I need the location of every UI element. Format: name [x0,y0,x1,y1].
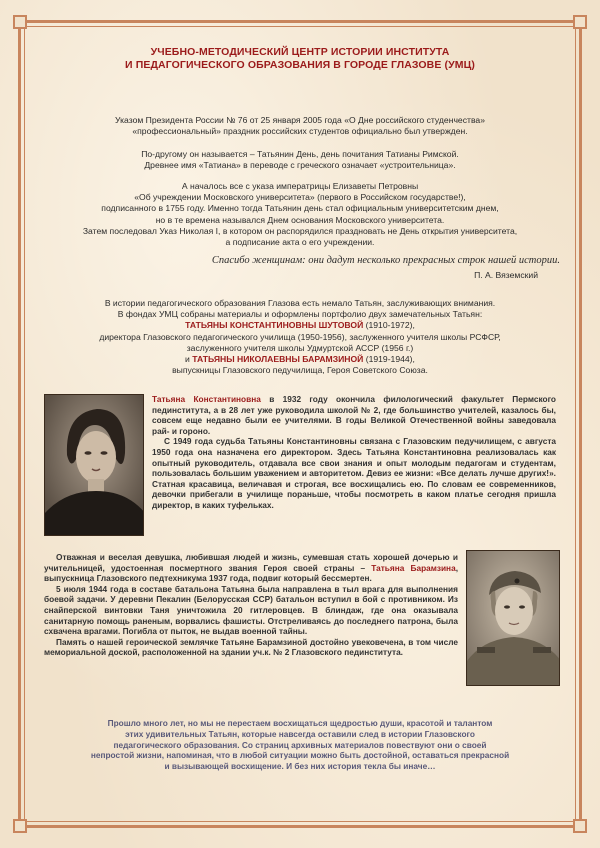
title-line: УЧЕБНО-МЕТОДИЧЕСКИЙ ЦЕНТР ИСТОРИИ ИНСТИТУТА [150,46,450,58]
text-line: Прошло много лет, но мы не перестаем восхищаться щедростью души, красотой и талантом [107,718,493,728]
intro-paragraph-1 [40,115,560,137]
title-line: И ПЕДАГОГИЧЕСКОГО ОБРАЗОВАНИЯ В ГОРОДЕ ГЛАЗОВЕ (УМЦ) [125,59,475,71]
text-line: В фондах УМЦ собраны материалы и оформлены портфолио двух замечательных Татьян: [117,309,483,320]
text-line: этих удивительных Татьян, которые навсегда оставили след в истории Глазовского [125,728,475,739]
text-line: заслуженного учителя школы Удмуртской АССР (1956 г.) [186,342,414,353]
conjunction: и [185,354,193,365]
text-line: Древнее имя «Татиана» в переводе с греческого означает «устроительница». [144,160,456,171]
name-shutova: ТАТЬЯНЫ КОНСТАНТИНОВНЫ ШУТОВОЙ [185,320,364,331]
portrait-baramzina [466,550,560,686]
years: (1919-1944), [363,354,415,365]
text-line: а подписание акта о его учреждении. [225,237,375,248]
text-line: «Об учреждении Московского университета» (первого в Российском государстве!), [134,192,466,203]
page-title [40,46,560,72]
bio-text: в 1932 году окончила филологический факультет Пермского пединститута, а в 28 лет уже руководила школой № 2, где большинство учителей, казалось бы, совсем еще недавно были ее учителями. В годы Великой Отечественной войны заведовала рай- и гороно. [152,394,556,436]
bio-baramzina [44,552,458,658]
bio-paragraph: Память о нашей героической землячке Татьяне Барамзиной достойно увековечена, в том числе мемориальной доской, расположенной на здании уч.к. № 2 Глазовского пединститута. [44,636,458,658]
portrait-shutova [44,394,144,536]
text-line [40,354,560,365]
bio-shutova [152,394,556,511]
portfolio-intro [40,298,560,376]
intro-paragraph-3 [40,181,560,248]
bio-paragraph: С 1949 года судьба Татьяны Константиновны связана с Глазовским педучилищем, с августа 1950 года она назначена его директором. Здесь Татьяна Константиновна реализовалась как опытный руководитель, отдавала все свои знания и опыт молодым педагогам и студентам, пользовалась большим уважением и авторитетом. Девиз ее жизни: «Все делать лучше других!». Статная красавица, величавая и строгая, все восхищались ею. По словам ее современников, девочки прибегали в училище пораньше, чтобы посмотреть в каком платье сегодня пришла директор, в каких туфельках. [152,436,556,510]
text-line: но в те времена назывался Днем основания Московского университета. [155,214,445,225]
bio-name: Татьяна Константиновна [152,394,261,404]
bio-text: , выпускница Глазовского педтехникума 1937 года, подвиг который бессмертен. [44,562,458,584]
text-line: подписанного в 1755 году. Именно тогда Татьянин день стал официальным университетским днем, [101,203,499,214]
text-line: А началось все с указа императрицы Елизаветы Петровны [181,181,419,191]
text-line: непростой жизни, напоминая, что в любой ситуации можно быть достойной, оставаться прекрасной [90,750,510,761]
text-line: и вызывающей восхищение. И без них история текла бы иначе… [164,761,436,772]
frame-corner [13,819,27,833]
text-line: По-другому он называется – Татьянин День, день почитания Татианы Римской. [141,149,459,159]
text-line: выпускницы Глазовского педучилища, Героя Советского Союза. [172,365,428,376]
name-baramzina: ТАТЬЯНЫ НИКОЛАЕВНЫ БАРАМЗИНОЙ [192,354,364,365]
text-line: педагогического образования. Со страниц архивных материалов повествуют они о своей [113,739,487,750]
bio-paragraph [44,552,458,584]
intro-paragraph-2 [40,149,560,171]
text-line: «профессиональный» праздник российских студентов официально был утвержден. [132,126,468,137]
epigraph-quote: Спасибо женщинам: они дадут несколько прекрасных строк нашей истории. [211,255,560,266]
epigraph-author: П. А. Вяземский [474,270,538,280]
text-line: В истории педагогического образования Глазова есть немало Татьян, заслуживающих внимания. [104,298,496,308]
frame-corner [13,15,27,29]
text-line [40,320,560,331]
bio-name: Татьяна Барамзина [371,562,456,573]
bio-paragraph: 5 июля 1944 года в составе батальона Татьяна была направлена в тыл врага для выполнения боевой задачи. У деревни Пекалин (Белорусская ССР) батальон вступил в бой с противником. Из снайперской винтовки Таня уничтожила 20 гитлеровцев. В блиндаж, где она оказывала санитарную помощь раненым, ворвались фашисты. Отстреливаясь до последнего патрона, была схвачена врагами. Погибла от пыток, не выдав военной тайны. [44,583,458,637]
frame-corner [573,819,587,833]
closing-paragraph [70,718,530,772]
text-line: Указом Президента России № 76 от 25 января 2005 года «О Дне российского студенчества» [115,115,485,125]
bio-paragraph [152,394,556,436]
bio-text: Отважная и веселая девушка, любившая людей и жизнь, сумевшая стать хорошей дочерью и учительницей, удостоенная посмертного звания Героя своей страны – [44,552,458,573]
frame-corner [573,15,587,29]
text-line: Затем последовал Указ Николая I, в котором он распорядился праздновать не День открытия университета, [82,225,518,236]
years: (1910-1972), [363,320,415,331]
text-line: директора Глазовского педагогического училища (1950-1956), заслуженного учителя школы РСФСР, [99,331,501,342]
